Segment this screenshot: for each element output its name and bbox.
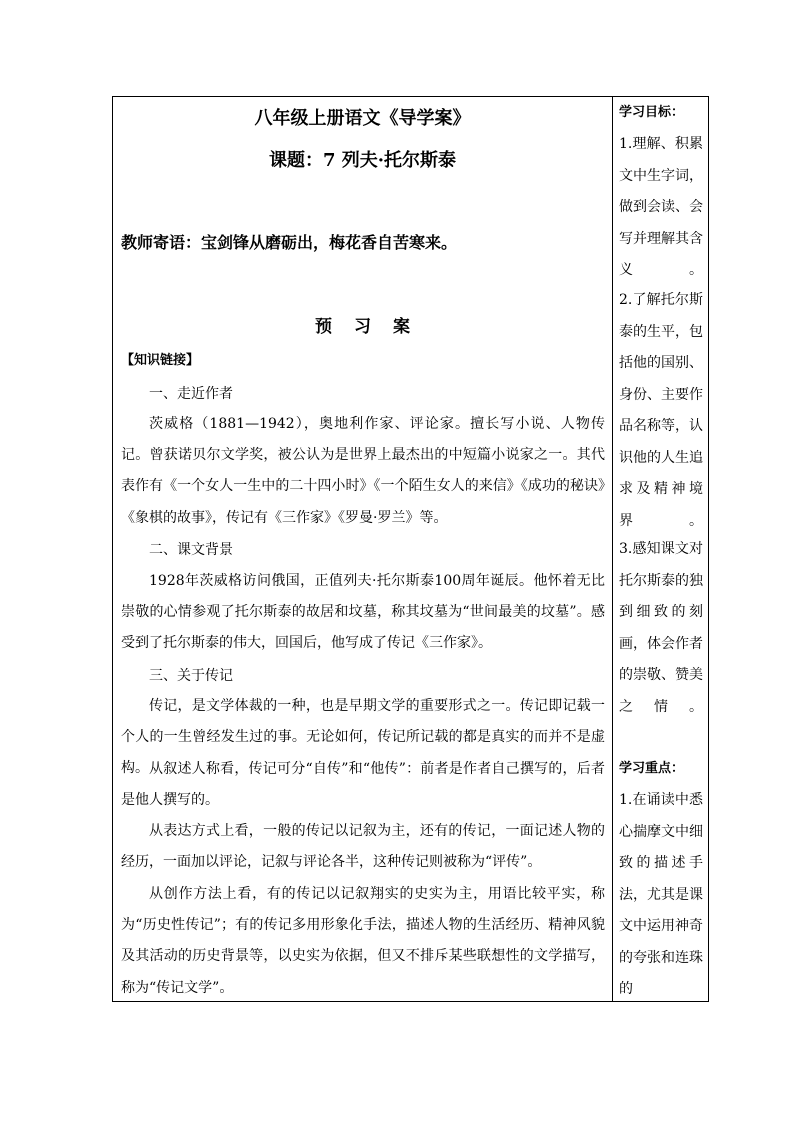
paragraph-expression-mode: 从表达方式上看，一般的传记以记叙为主，还有的传记，一面记述人物的经历，一面加以评论，记叙与评论各半，这种传记则被称为“评传”。 bbox=[121, 823, 605, 871]
paragraph-creation-method: 从创作方法上看，有的传记以记叙翔实的史实为主，用语比较平实，称为“历史性传记”；有的传记多用形象化手法，描述人物的生活经历、精神风貌及其活动的历史背景等，以史实为依据，但又不排斥某些联想性的文学描写，称为“传记文学”。 bbox=[121, 886, 605, 996]
study-guide-table bbox=[112, 96, 709, 1002]
goal-3: 3.感知课文对托尔斯泰的独到细致的刻画，体会作者的崇敬、赞美之情。 bbox=[619, 541, 703, 715]
preview-section-title: 预习案 bbox=[315, 317, 432, 337]
main-column bbox=[113, 97, 612, 1001]
focus-1: 1.在诵读中悉心揣摩文中细致的描述手法，尤其是课文中运用神奇的夸张和连珠的 bbox=[619, 792, 703, 997]
teacher-motto: 教师寄语：宝剑锋从磨砺出，梅花香自苦寒来。 bbox=[121, 233, 458, 252]
paragraph-author: 茨威格（1881—1942），奥地利作家、评论家。擅长写小说、人物传记。曾获诺贝尔文学奖，被公认为是世界上最杰出的中短篇小说家之一。其代表作有《一个女人一生中的二十四小时》《一个陌生女人的来信》《成功的秘诀》《象棋的故事》，传记有《三作家》《罗曼·罗兰》等。 bbox=[121, 416, 605, 526]
paragraph-background: 1928年茨威格访问俄国，正值列夫·托尔斯泰100周年诞辰。他怀着无比崇敬的心情参观了托尔斯泰的故居和坟墓，称其坟墓为“世间最美的坟墓”。感受到了托尔斯泰的伟大，回国后，他写成了传记《三作家》。 bbox=[121, 573, 605, 652]
goal-2: 2.了解托尔斯泰的生平，包括他的国别、身份、主要作品名称等，认识他的人生追求及精神境界。 bbox=[619, 292, 703, 529]
sidebar-column bbox=[613, 97, 708, 1001]
knowledge-link-heading: 【知识链接】 bbox=[121, 353, 200, 368]
goal-1: 1.理解、积累文中生字词，做到会读、会写并理解其含义。 bbox=[619, 136, 703, 278]
subheading-author: 一、走近作者 bbox=[149, 386, 233, 402]
subheading-background: 二、课文背景 bbox=[149, 542, 233, 558]
subheading-biography: 三、关于传记 bbox=[149, 668, 233, 684]
document-title: 八年级上册语文《导学案》 bbox=[254, 108, 471, 129]
paragraph-biography-definition: 传记，是文学体裁的一种，也是早期文学的重要形式之一。传记即记载一个人的一生曾经发生过的事。无论如何，传记所记载的都是真实的而并不是虚构。 bbox=[121, 698, 605, 777]
paragraph-narrative-person: 从叙述人称看，传记可分“自传”和“他传”：前者是作者自己撰写的，后者是他人撰写的。 bbox=[121, 761, 605, 809]
focus-heading: 学习重点： bbox=[619, 761, 685, 776]
goals-heading: 学习目标： bbox=[619, 105, 685, 120]
lesson-title: 课题：7 列夫·托尔斯泰 bbox=[268, 150, 457, 171]
